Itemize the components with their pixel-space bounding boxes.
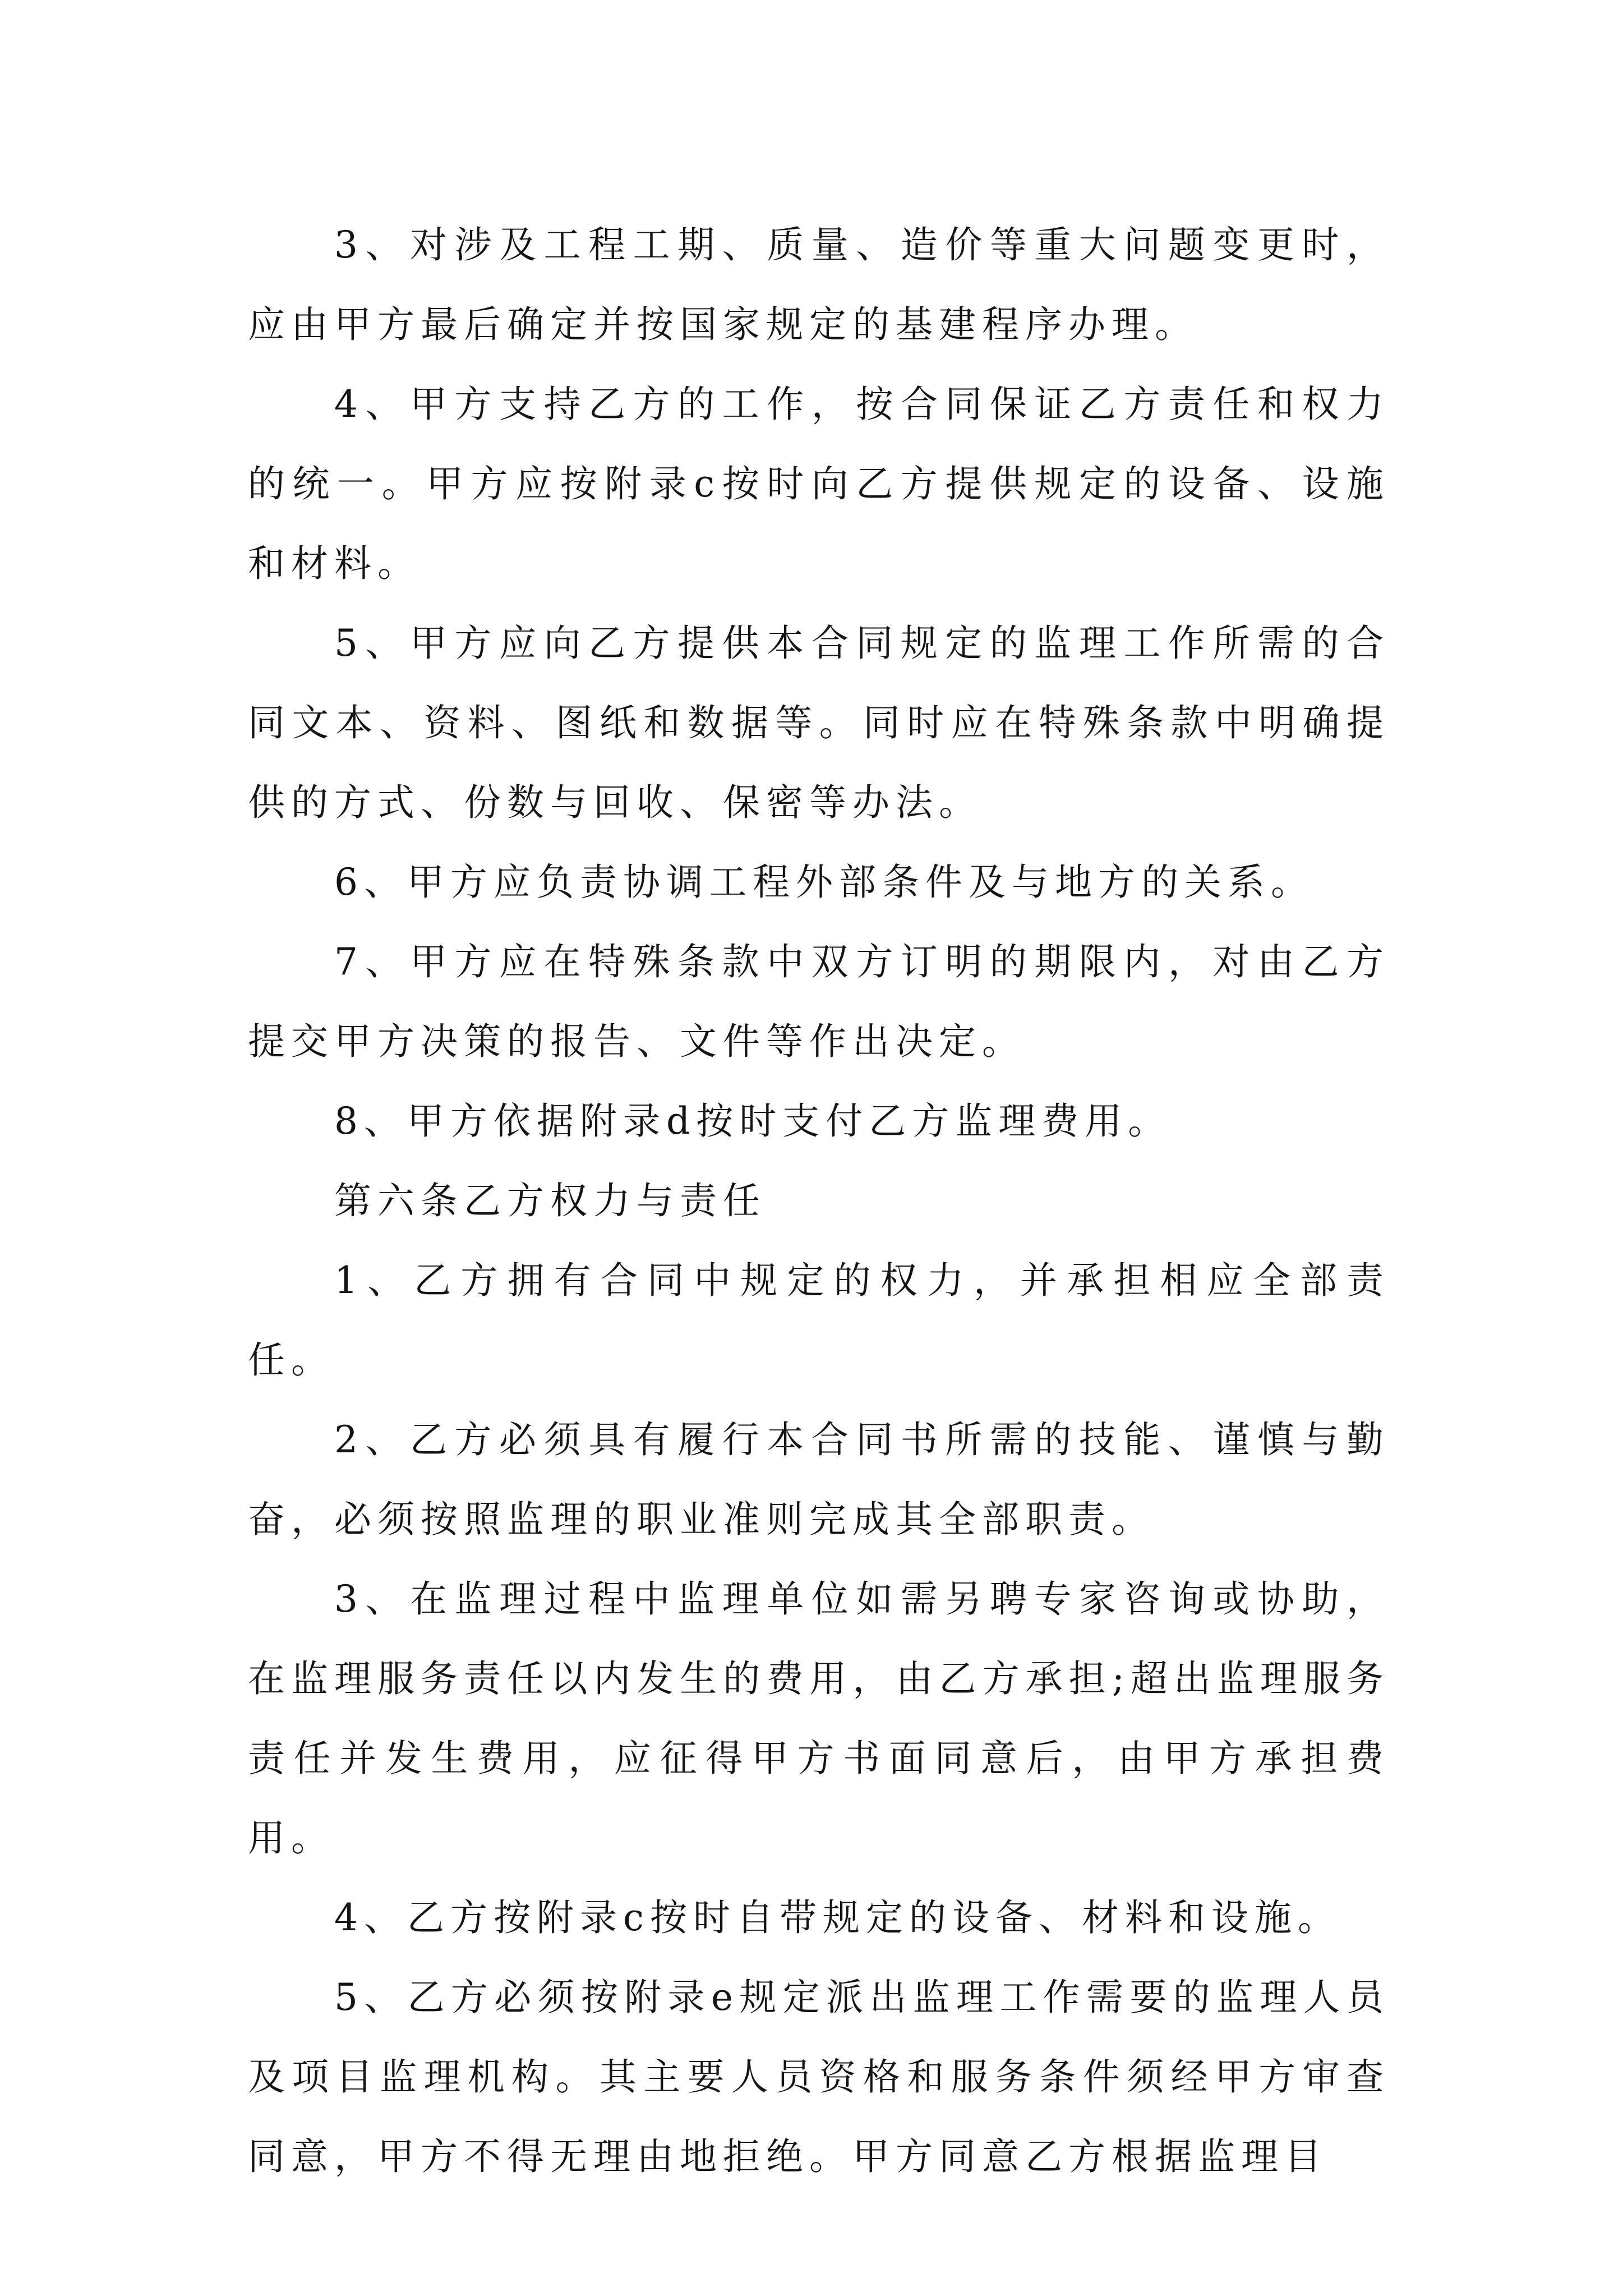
paragraph-item-1-party-b-rights: 1、乙方拥有合同中规定的权力，并承担相应全部责任。 — [248, 1259, 1390, 1382]
paragraph-item-3-expert-costs: 3、在监理过程中监理单位如需另聘专家咨询或协助，在监理服务责任以内发生的费用，由乙方承担;超出监理服务责任并发生费用，应征得甲方书面同意后，由甲方承担费用。 — [248, 1577, 1390, 1860]
paragraph-item-3-change-approval: 3、对涉及工程工期、质量、造价等重大问题变更时，应由甲方最后确定并按国家规定的基建程序办理。 — [248, 223, 1390, 346]
paragraph-item-5-personnel: 5、乙方必须按附录e规定派出监理工作需要的监理人员及项目监理机构。其主要人员资格和服务条件须经甲方审查同意，甲方不得无理由地拒绝。甲方同意乙方根据监理目 — [248, 1976, 1390, 2178]
paragraph-item-7-decision-deadline: 7、甲方应在特殊条款中双方订明的期限内，对由乙方提交甲方决策的报告、文件等作出决定。 — [248, 940, 1390, 1063]
section-heading-article-6: 第六条乙方权力与责任 — [334, 1179, 766, 1222]
paragraph-item-2-party-b-skills: 2、乙方必须具有履行本合同书所需的技能、谨慎与勤奋，必须按照监理的职业准则完成其全部职责。 — [248, 1418, 1390, 1541]
paragraph-item-4-equipment: 4、乙方按附录c按时自带规定的设备、材料和设施。 — [334, 1896, 1341, 1939]
paragraph-item-8-payment: 8、甲方依据附录d按时支付乙方监理费用。 — [334, 1099, 1172, 1143]
paragraph-item-5-provide-documents: 5、甲方应向乙方提供本合同规定的监理工作所需的合同文本、资料、图纸和数据等。同时应在特殊条款中明确提供的方式、份数与回收、保密等办法。 — [248, 622, 1390, 824]
paragraph-item-6-coordination: 6、甲方应负责协调工程外部条件及与地方的关系。 — [334, 861, 1314, 904]
paragraph-item-4-party-a-support: 4、甲方支持乙方的工作，按合同保证乙方责任和权力的统一。甲方应按附录c按时向乙方提供规定的设备、设施和材料。 — [248, 383, 1390, 585]
document-body — [248, 205, 1390, 2197]
